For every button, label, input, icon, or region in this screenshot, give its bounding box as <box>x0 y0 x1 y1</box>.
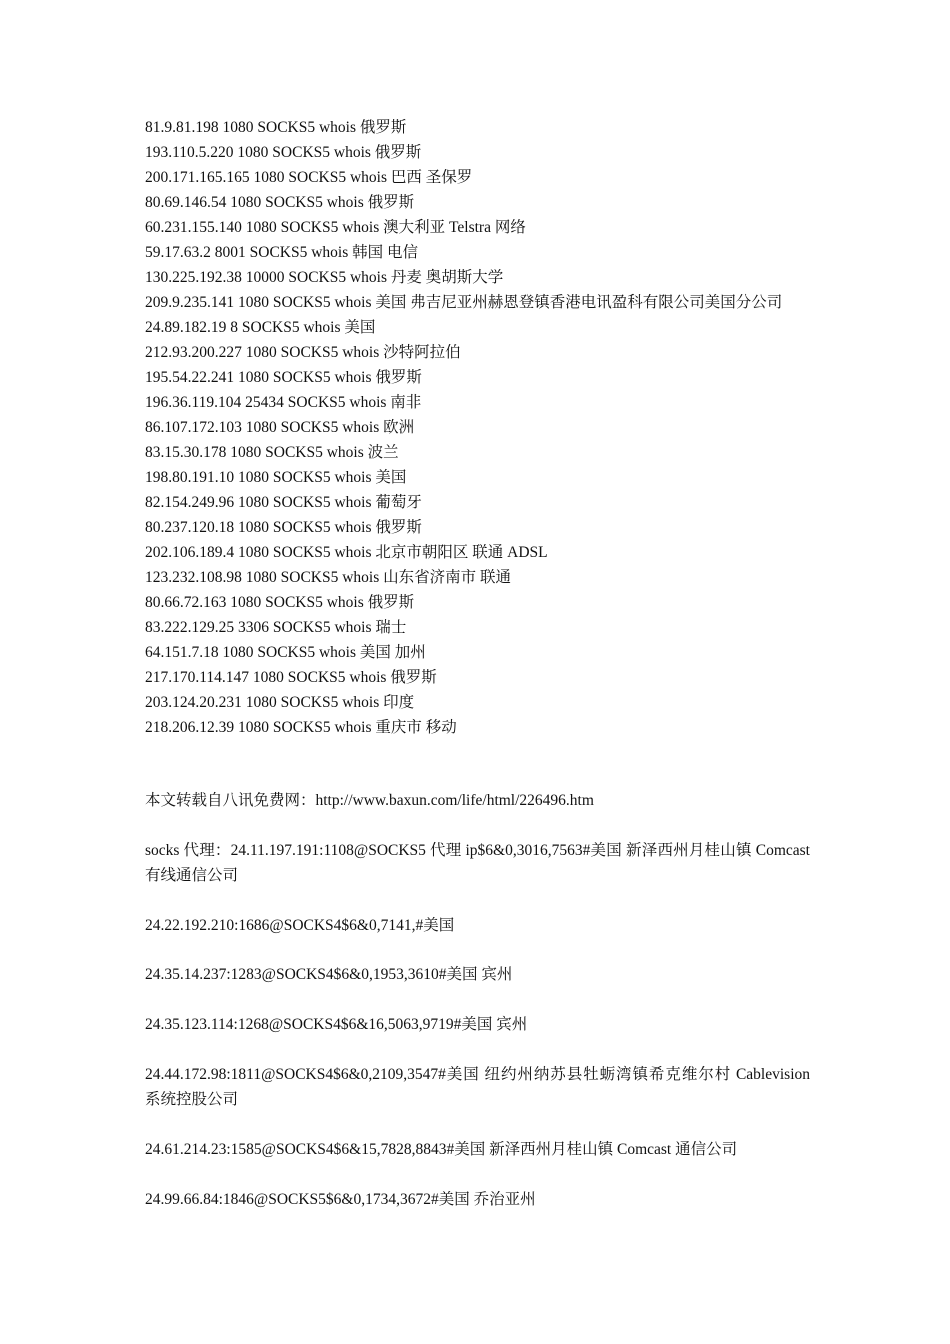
proxy-list-line: 59.17.63.2 8001 SOCKS5 whois 韩国 电信 <box>145 244 418 261</box>
proxy-list-line: 83.15.30.178 1080 SOCKS5 whois 波兰 <box>145 444 399 461</box>
proxy-list-line: 130.225.192.38 10000 SOCKS5 whois 丹麦 奥胡斯大学 <box>145 269 504 286</box>
proxy-list-line: 60.231.155.140 1080 SOCKS5 whois 澳大利亚 Telstra 网络 <box>145 219 526 236</box>
proxy-list-line: 202.106.189.4 1080 SOCKS5 whois 北京市朝阳区 联通 ADSL <box>145 544 548 561</box>
proxy-list-line: 200.171.165.165 1080 SOCKS5 whois 巴西 圣保罗 <box>145 169 473 186</box>
socks-paragraph: socks 代理：24.11.197.191:1108@SOCKS5 代理 ip$6&0,3016,7563#美国 新泽西州月桂山镇 Comcast 有线通信公司 <box>145 842 810 884</box>
socks-paragraph: 24.99.66.84:1846@SOCKS5$6&0,1734,3672#美国 乔治亚州 <box>145 1191 536 1208</box>
proxy-list-line: 82.154.249.96 1080 SOCKS5 whois 葡萄牙 <box>145 494 422 511</box>
proxy-list-line: 193.110.5.220 1080 SOCKS5 whois 俄罗斯 <box>145 144 422 161</box>
proxy-list-line: 80.66.72.163 1080 SOCKS5 whois 俄罗斯 <box>145 594 415 611</box>
proxy-list-line: 209.9.235.141 1080 SOCKS5 whois 美国 弗吉尼亚州赫恩登镇香港电讯盈科有限公司美国分公司 <box>145 294 783 311</box>
proxy-list-line: 203.124.20.231 1080 SOCKS5 whois 印度 <box>145 694 415 711</box>
socks-paragraph: 24.35.123.114:1268@SOCKS4$6&16,5063,9719#美国 宾州 <box>145 1016 528 1033</box>
proxy-list-line: 217.170.114.147 1080 SOCKS5 whois 俄罗斯 <box>145 669 437 686</box>
proxy-list-line: 195.54.22.241 1080 SOCKS5 whois 俄罗斯 <box>145 369 422 386</box>
proxy-list-line: 83.222.129.25 3306 SOCKS5 whois 瑞士 <box>145 619 407 636</box>
proxy-list-line: 218.206.12.39 1080 SOCKS5 whois 重庆市 移动 <box>145 719 457 736</box>
proxy-list-line: 80.237.120.18 1080 SOCKS5 whois 俄罗斯 <box>145 519 422 536</box>
socks-paragraph: 24.35.14.237:1283@SOCKS4$6&0,1953,3610#美国 宾州 <box>145 966 513 983</box>
proxy-list-line: 24.89.182.19 8 SOCKS5 whois 美国 <box>145 319 376 336</box>
socks-paragraph: 24.44.172.98:1811@SOCKS4$6&0,2109,3547#美国 纽约州纳苏县牡蛎湾镇希克维尔村 Cablevision 系统控股公司 <box>145 1066 810 1108</box>
proxy-list-line: 198.80.191.10 1080 SOCKS5 whois 美国 <box>145 469 407 486</box>
proxy-list-line: 81.9.81.198 1080 SOCKS5 whois 俄罗斯 <box>145 119 407 136</box>
proxy-list-line: 196.36.119.104 25434 SOCKS5 whois 南非 <box>145 394 422 411</box>
proxy-list-line: 80.69.146.54 1080 SOCKS5 whois 俄罗斯 <box>145 194 415 211</box>
proxy-list <box>145 115 810 740</box>
proxy-list-line: 64.151.7.18 1080 SOCKS5 whois 美国 加州 <box>145 644 426 661</box>
proxy-list-line: 212.93.200.227 1080 SOCKS5 whois 沙特阿拉伯 <box>145 344 461 361</box>
proxy-list-line: 86.107.172.103 1080 SOCKS5 whois 欧洲 <box>145 419 415 436</box>
source-note: 本文转载自八讯免费网：http://www.baxun.com/life/html/226496.htm <box>145 792 594 809</box>
socks-paragraph: 24.61.214.23:1585@SOCKS4$6&15,7828,8843#美国 新泽西州月桂山镇 Comcast 通信公司 <box>145 1141 738 1158</box>
socks-paragraph: 24.22.192.210:1686@SOCKS4$6&0,7141,#美国 <box>145 917 455 934</box>
proxy-list-line: 123.232.108.98 1080 SOCKS5 whois 山东省济南市 联通 <box>145 569 511 586</box>
